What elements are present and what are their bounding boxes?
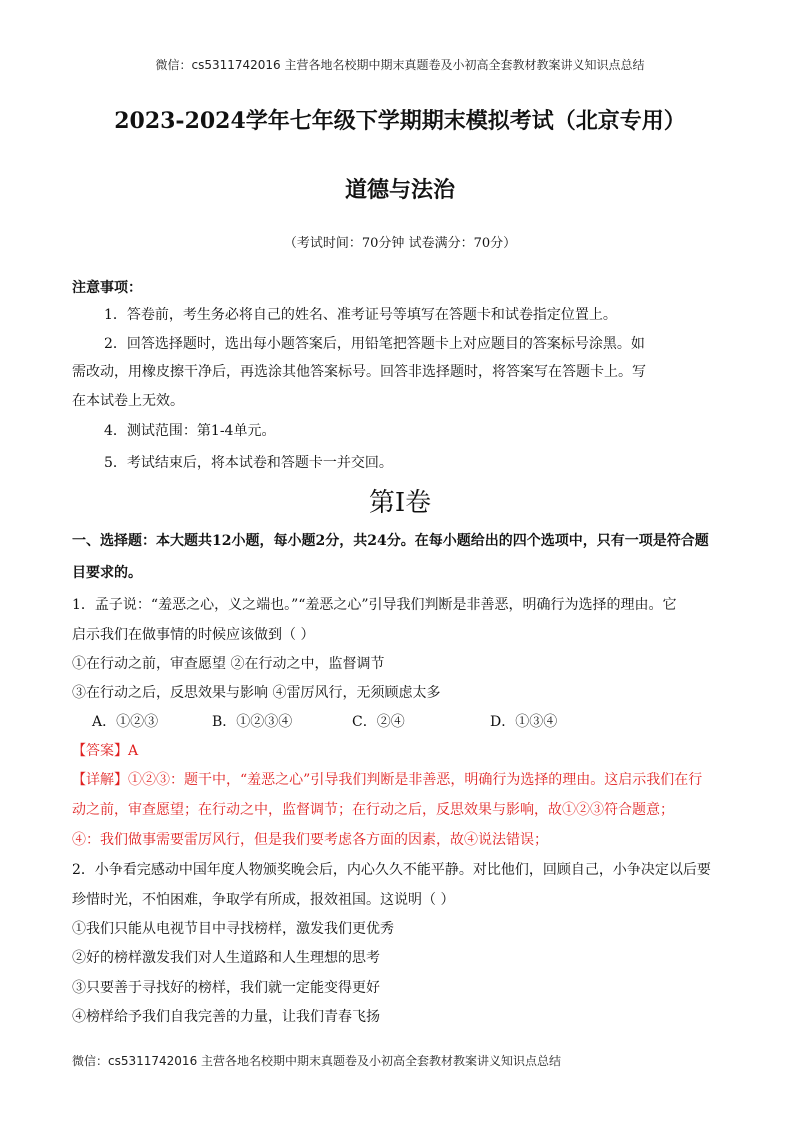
section-heading-line-2: 目要求的。 — [72, 565, 142, 581]
volume-heading: 第Ⅰ卷 — [368, 488, 432, 518]
note-5: 5．考试结束后，将本试卷和答题卡一并交回。 — [104, 455, 393, 471]
q2-stem-line-1: 2．小争看完感动中国年度人物颁奖晚会后，内心久久不能平静。对比他们，回顾自己，小争决定以后要 — [72, 862, 711, 878]
q1-stem-line-2: 启示我们在做事情的时候应该做到（ ） — [72, 627, 315, 643]
q1-option-b: B．①②③④ — [212, 714, 293, 730]
q1-detail-line-2: 动之前，审查愿望；在行动之中，监督调节；在行动之后，反思效果与影响，故①②③符合题意； — [72, 802, 674, 818]
q2-statement-2: ②好的榜样激发我们对人生道路和人生理想的思考 — [72, 950, 380, 966]
q2-statement-4: ④榜样给予我们自我完善的力量，让我们青春飞扬 — [72, 1009, 380, 1025]
q1-answer: 【答案】A — [72, 743, 139, 759]
note-4: 4．测试范围：第1-4单元。 — [104, 423, 276, 439]
q2-stem-line-2: 珍惜时光，不怕困难，争取学有所成，报效祖国。这说明（ ） — [72, 892, 455, 908]
note-2-line-3: 在本试卷上无效。 — [72, 393, 184, 409]
q1-option-c: C．②④ — [352, 714, 405, 730]
page-footer: 微信：cs5311742016 主营各地名校期中期末真题卷及小初高全套教材教案讲义知识点总结 — [72, 1054, 562, 1068]
q1-detail-line-3: ④：我们做事需要雷厉风行，但是我们要考虑各方面的因素，故④说法错误； — [72, 832, 548, 848]
q1-statements-1: ①在行动之前，审查愿望 ②在行动之中，监督调节 — [72, 656, 385, 672]
exam-title: 2023-2024学年七年级下学期期末模拟考试（北京专用） — [114, 108, 686, 134]
q1-statements-2: ③在行动之后，反思效果与影响 ④雷厉风行，无须顾虑太多 — [72, 685, 441, 701]
q1-option-a: A．①②③ — [92, 714, 159, 730]
q1-option-d: D．①③④ — [490, 714, 558, 730]
exam-meta: （考试时间：70分钟 试卷满分：70分） — [283, 236, 517, 251]
note-1: 1．答卷前，考生务必将自己的姓名、准考证号等填写在答题卡和试卷指定位置上。 — [104, 307, 617, 323]
q2-statement-1: ①我们只能从电视节目中寻找榜样，激发我们更优秀 — [72, 921, 394, 937]
subject-title: 道德与法治 — [344, 177, 455, 203]
section-heading-line-1: 一、选择题：本大题共12小题，每小题2分，共24分。在每小题给出的四个选项中，只有一项是符合题 — [72, 533, 709, 549]
note-2-line-2: 需改动，用橡皮擦干净后，再选涂其他答案标号。回答非选择题时，将答案写在答题卡上。写 — [72, 364, 646, 380]
q1-stem-line-1: 1．孟子说：“羞恶之心，义之端也。”“羞恶之心”引导我们判断是非善恶，明确行为选择的理由。它 — [72, 597, 677, 613]
page-header: 微信：cs5311742016 主营各地名校期中期末真题卷及小初高全套教材教案讲义知识点总结 — [155, 58, 645, 72]
q1-detail-line-1: 【详解】①②③：题干中，“羞恶之心”引导我们判断是非善恶，明确行为选择的理由。这启示我们在行 — [72, 772, 703, 788]
q2-statement-3: ③只要善于寻找好的榜样，我们就一定能变得更好 — [72, 980, 380, 996]
notes-heading: 注意事项： — [72, 280, 142, 296]
note-2-line-1: 2．回答选择题时，选出每小题答案后，用铅笔把答题卡上对应题目的答案标号涂黑。如 — [104, 336, 645, 352]
